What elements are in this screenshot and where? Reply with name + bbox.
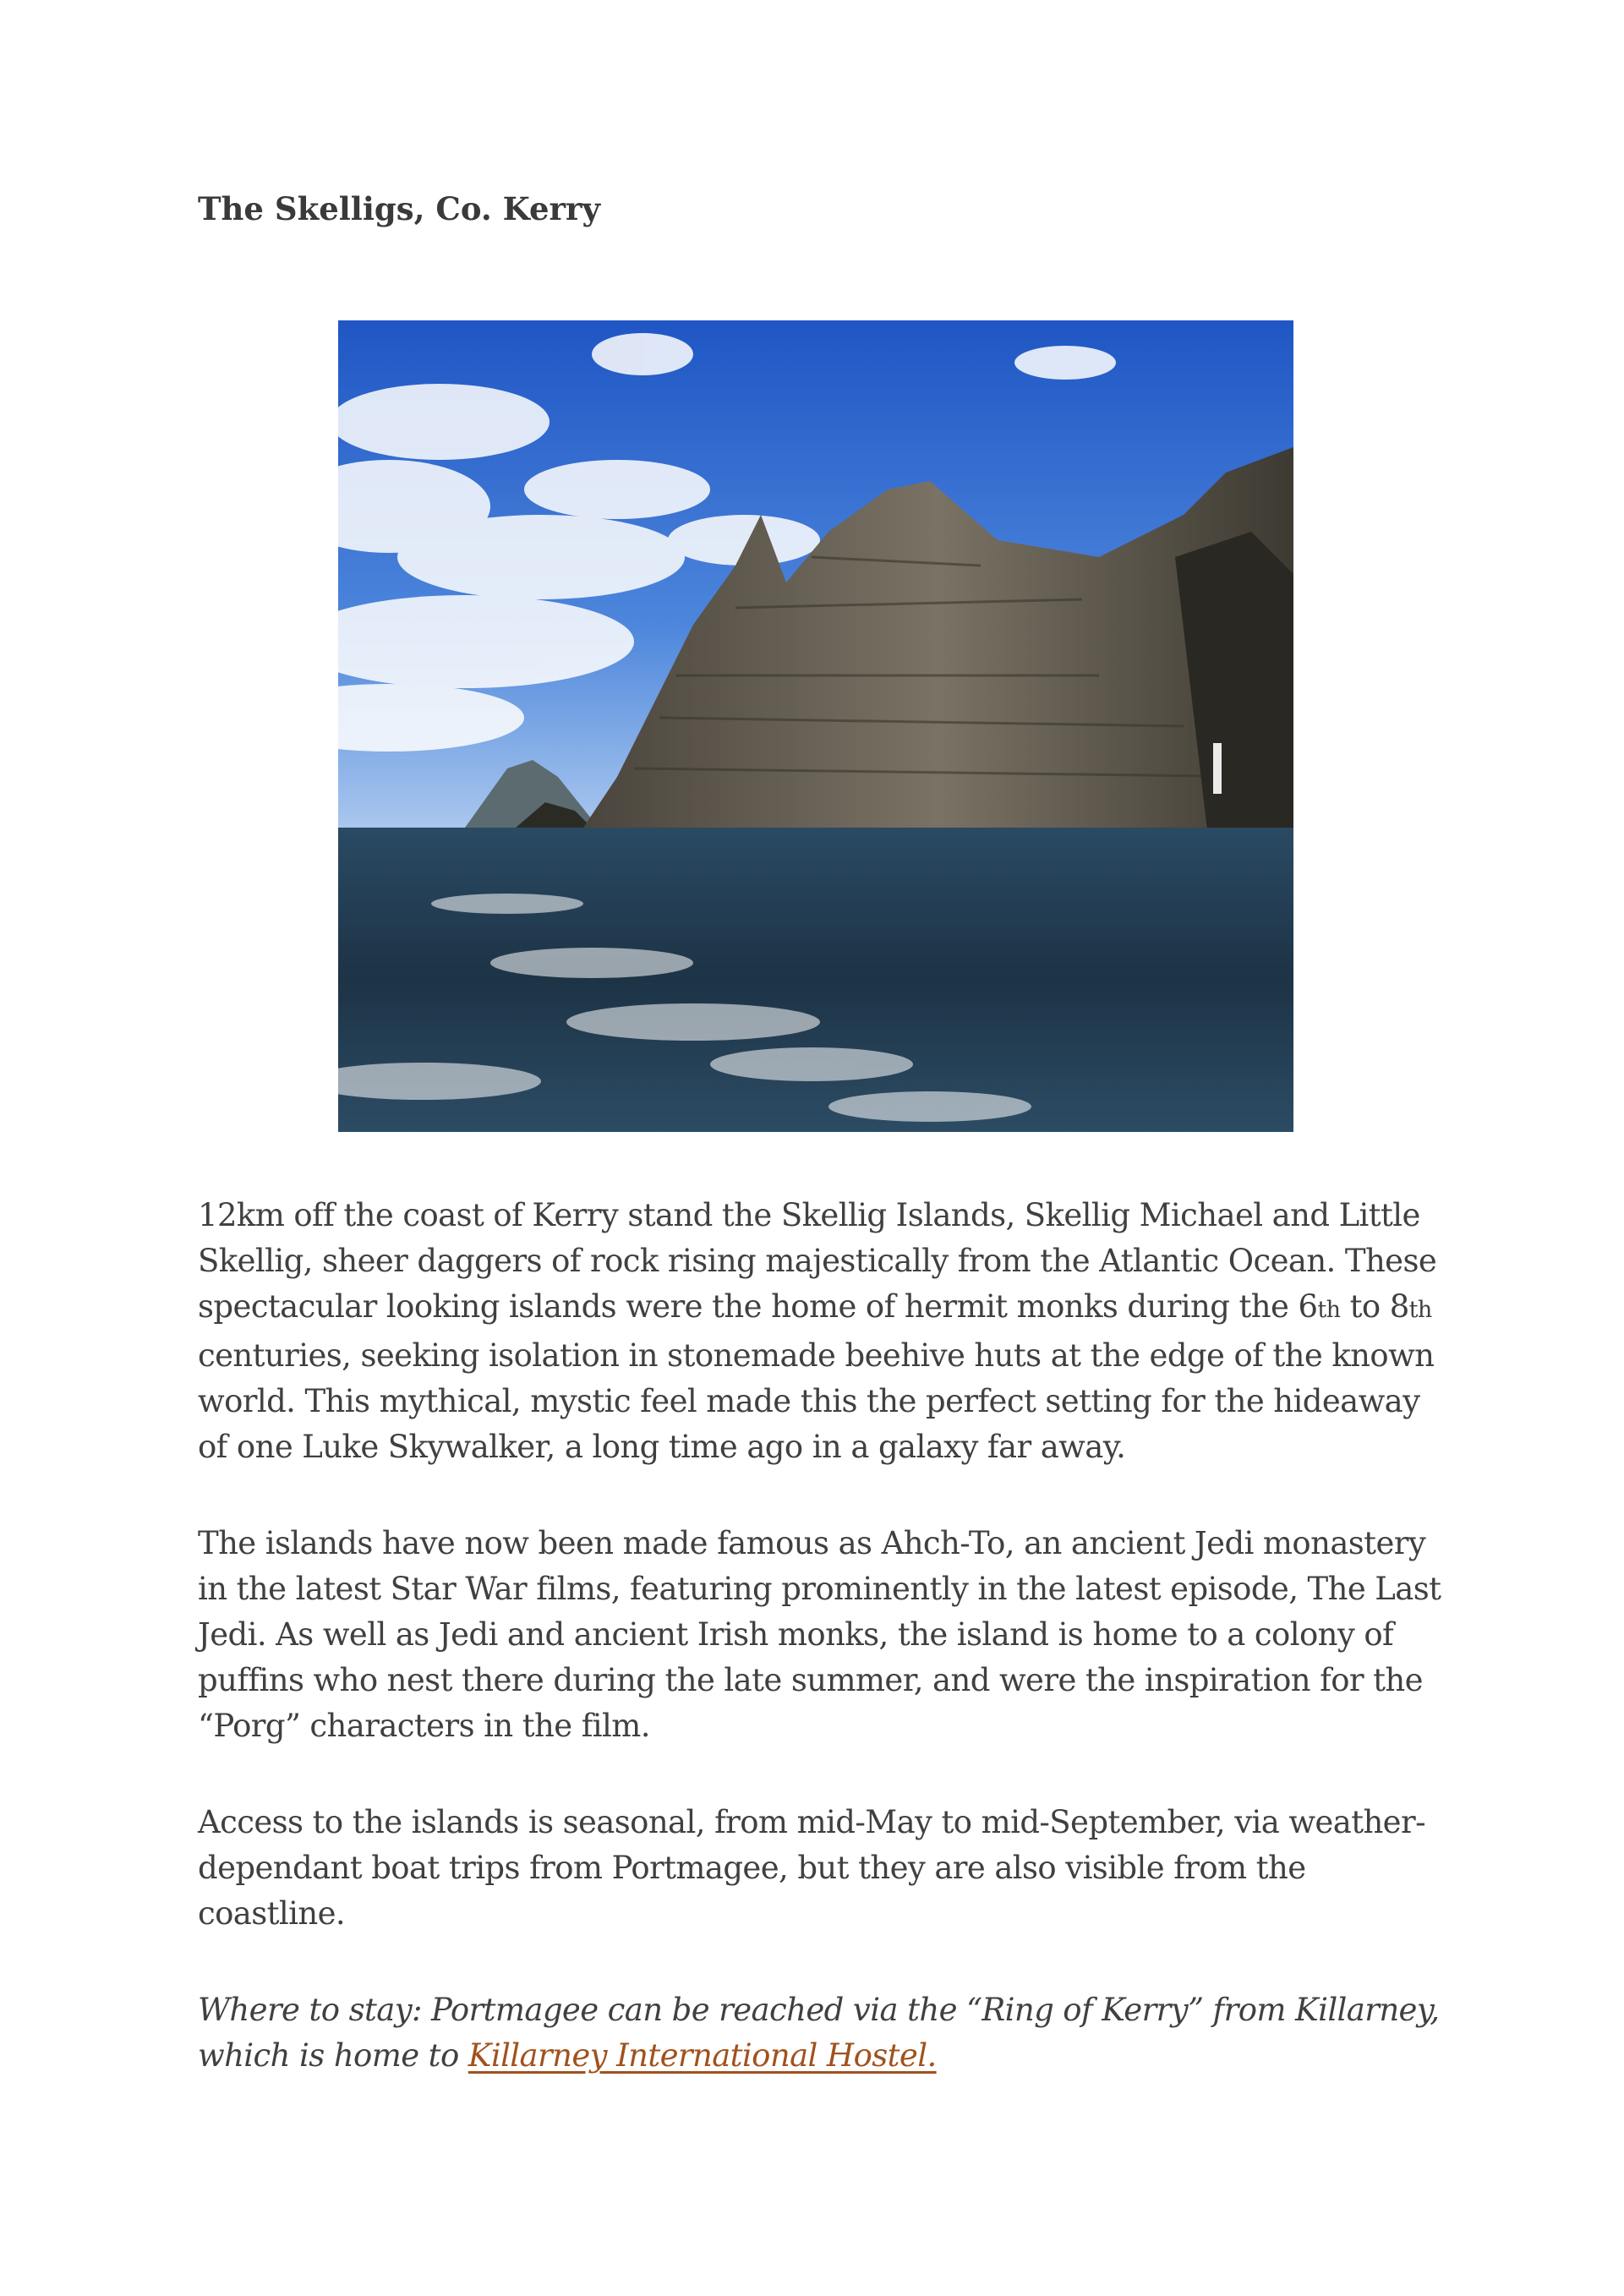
paragraph-intro-b: to 8 — [1340, 1288, 1409, 1326]
paragraph-intro-c: centuries, seeking isolation in stonemade beehive huts at the edge of the known world. This mythical, mystic feel made this the perfect setting for the hideaway of one Luke Skywalker, a long time ago in a galaxy far away. — [198, 1337, 1435, 1466]
ordinal-suffix: th — [1317, 1297, 1341, 1324]
ordinal-suffix: th — [1408, 1297, 1432, 1324]
paragraph-intro — [198, 1193, 1449, 1470]
paragraph-intro-a: 12km off the coast of Kerry stand the Skellig Islands, Skellig Michael and Little Skellig, sheer daggers of rock rising majestically from the Atlantic Ocean. These spectacular looking islands were the home of hermit monks during the 6 — [198, 1197, 1437, 1326]
where-to-stay-text: Where to stay: Portmagee can be reached via the “Ring of Kerry” from Killarney, which is home to — [198, 1992, 1440, 2075]
hostel-link[interactable]: Killarney International Hostel. — [468, 2037, 937, 2075]
page-title: The Skelligs, Co. Kerry — [198, 190, 600, 227]
skellig-illustration — [338, 320, 1293, 1132]
skellig-photo — [338, 320, 1293, 1132]
paragraph-star-wars: The islands have now been made famous as Ahch-To, an ancient Jedi monastery in the latest Star War films, featuring prominently in the latest episode, The Last Jedi. As well as Jedi and ancient Irish monks, the island is home to a colony of puffins who nest there during the late summer, and were the inspiration for the “Porg” characters in the film. — [198, 1525, 1441, 1745]
paragraph-access: Access to the islands is seasonal, from mid-May to mid-September, via weather-dependant boat trips from Portmagee, but they are also visible from the coastline. — [198, 1804, 1425, 1932]
document-page — [198, 190, 1449, 2079]
paragraph-where-to-stay — [198, 1987, 1449, 2079]
